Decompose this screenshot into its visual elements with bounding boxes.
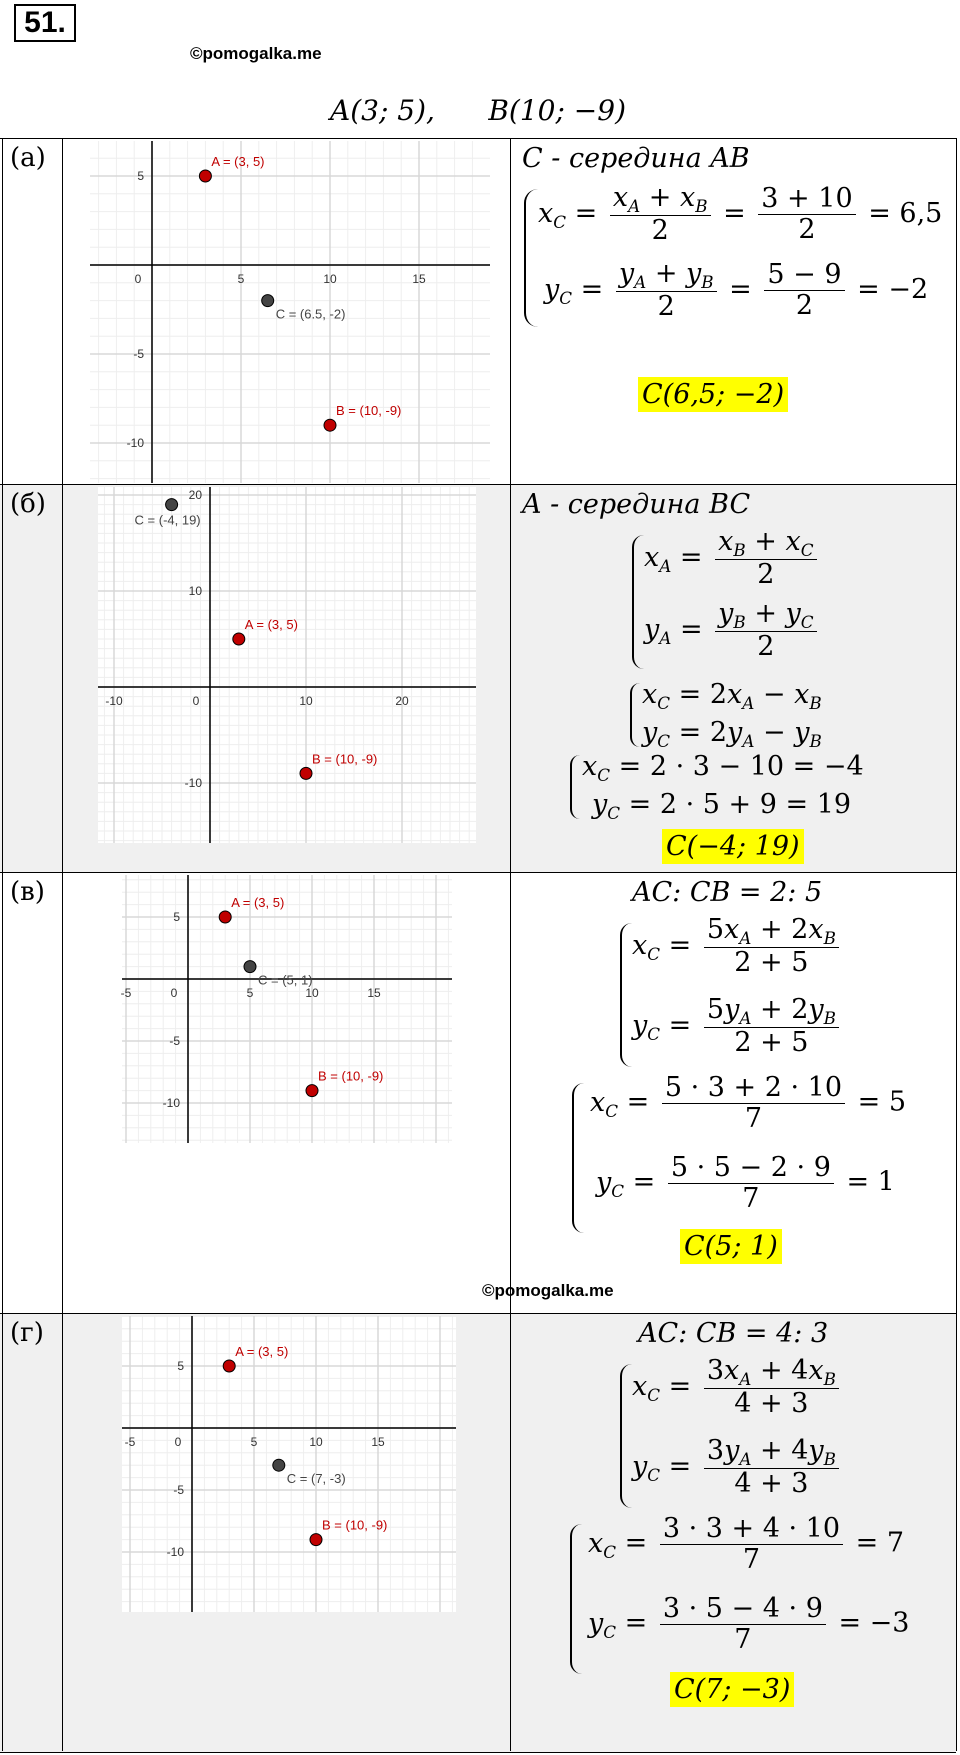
coordinate-graph-d (122, 1316, 456, 1612)
point-label-c: C = (7, -3) (286, 1471, 346, 1487)
point-label-c: C = (6.5, -2) (275, 306, 346, 322)
formula-xc: $x_C$ = $\frac{5x_A + 2x_B}{2 + 5}$ (632, 915, 843, 978)
point-a (199, 170, 211, 182)
y-tick-label: -10 (126, 436, 144, 450)
point-b (310, 1534, 322, 1546)
table-border-right (956, 138, 957, 1751)
point-label-b: B = (10, -9) (318, 1068, 384, 1084)
system-brace (620, 923, 632, 1067)
problem-number: 51. (14, 4, 76, 42)
point-c (244, 961, 256, 973)
point-c (273, 1459, 285, 1471)
formula-xc: $x_C$ = $\frac{3x_A + 4x_B}{4 + 3}$ (632, 1356, 843, 1419)
x-tick-label: 5 (246, 986, 254, 1000)
point-label-b: B = (10, -9) (322, 1517, 388, 1533)
point-label-a: A = (3, 5) (231, 895, 285, 910)
solution-title: C - середина AB (522, 143, 750, 174)
x-tick-label: 0 (134, 272, 142, 286)
calc-yc: $y_C = 2 \cdot 5 + 9 = 19$ (592, 789, 852, 823)
x-tick-label: 10 (299, 694, 313, 708)
formula-xc: $x_C$ = $\frac{x_A + x_B}{2}$ = $\frac{3 + 10}{2}$ = 6,5 (538, 182, 943, 247)
formula-xc: $x_C = 2x_A - x_B$ (642, 679, 822, 713)
point-label-c: C = (5, 1) (258, 972, 313, 988)
formula-yc: $y_C$ = $\frac{5y_A + 2y_B}{2 + 5}$ (632, 995, 843, 1058)
y-tick-label: 5 (137, 169, 144, 183)
y-tick-label: -5 (173, 1483, 184, 1497)
y-tick-label: -10 (184, 776, 202, 790)
system-brace (524, 189, 538, 327)
system-brace (632, 535, 644, 669)
x-tick-label: 15 (367, 986, 381, 1000)
y-tick-label: 5 (173, 910, 180, 924)
x-tick-label: 15 (371, 1435, 385, 1449)
system-brace (630, 683, 640, 747)
row-label: (г) (10, 1318, 44, 1348)
table-row-d (0, 1313, 956, 1753)
answer-b: C(−4; 19) (662, 831, 804, 862)
point-a (233, 633, 245, 645)
system-brace (572, 1083, 584, 1233)
y-tick-label: 5 (177, 1359, 184, 1373)
point-b (306, 1085, 318, 1097)
y-tick-label: -5 (169, 1034, 180, 1048)
point-label-b: B = (10, -9) (312, 751, 378, 767)
formula-ya: $y_A$ = $\frac{y_B + y_C}{2}$ (644, 599, 821, 662)
x-tick-label: 5 (250, 1435, 258, 1449)
answer-a: C(6,5; −2) (638, 379, 788, 410)
x-tick-label: -5 (124, 1435, 136, 1449)
table-row-a (0, 138, 956, 485)
x-tick-label: -10 (105, 694, 123, 708)
watermark-top: ©pomogalka.me (190, 44, 322, 63)
solution-title: A - середина BC (522, 489, 751, 520)
given-points: A(3; 5), B(10; −9) (330, 94, 626, 127)
coordinate-graph-c (122, 875, 452, 1143)
solution-title: AC: CB = 4: 3 (638, 1318, 829, 1349)
calc-xc: $x_C$ = $\frac{5 \cdot 3 + 2 \cdot 10}{7}$ = 5 (590, 1072, 906, 1134)
row-label: (в) (10, 877, 45, 907)
calc-xc: $x_C$ = $\frac{3 \cdot 3 + 4 \cdot 10}{7}$ = 7 (588, 1513, 904, 1575)
row-label: (а) (10, 143, 46, 173)
y-tick-label: 20 (188, 488, 202, 502)
solution-c (510, 873, 956, 1314)
point-label-b: B = (10, -9) (336, 403, 402, 419)
formula-yc: $y_C$ = $\frac{y_A + y_B}{2}$ = $\frac{5 - 9}{2}$ = −2 (544, 258, 929, 323)
y-tick-label: 10 (188, 584, 202, 598)
y-tick-label: -10 (166, 1545, 184, 1559)
answer-c: C(5; 1) (680, 1231, 782, 1262)
watermark-bottom: ©pomogalka.me (482, 1281, 614, 1300)
x-tick-label: 0 (174, 1435, 182, 1449)
point-b (300, 767, 312, 779)
x-tick-label: 10 (323, 272, 337, 286)
point-label-a: A = (3, 5) (211, 154, 265, 169)
solution-title: AC: CB = 2: 5 (632, 877, 823, 908)
x-tick-label: 10 (309, 1435, 323, 1449)
x-tick-label: 10 (305, 986, 319, 1000)
point-label-a: A = (3, 5) (244, 617, 298, 632)
answer-d: C(7; −3) (670, 1674, 794, 1705)
point-c (166, 499, 178, 511)
point-a (223, 1360, 235, 1372)
calc-yc: $y_C$ = $\frac{3 \cdot 5 - 4 \cdot 9}{7}$ = −3 (588, 1593, 910, 1655)
table-row-b (0, 484, 956, 873)
solution-a (510, 139, 956, 485)
solution-d (510, 1314, 956, 1752)
coordinate-graph-a (90, 141, 490, 483)
point-c (262, 295, 274, 307)
y-tick-label: -10 (162, 1096, 180, 1110)
x-tick-label: 15 (412, 272, 426, 286)
point-label-a: A = (3, 5) (235, 1344, 289, 1359)
graph-background (122, 1316, 456, 1612)
point-label-c: C = (-4, 19) (134, 512, 201, 528)
table-row-c (0, 872, 956, 1314)
point-a (219, 911, 231, 923)
calc-yc: $y_C$ = $\frac{5 \cdot 5 - 2 \cdot 9}{7}$ = 1 (596, 1152, 895, 1214)
table-border-left (2, 138, 3, 1751)
x-tick-label: 0 (192, 694, 200, 708)
formula-xa: $x_A$ = $\frac{x_B + x_C}{2}$ (644, 527, 821, 590)
row-label: (б) (10, 489, 46, 519)
formula-yc: $y_C$ = $\frac{3y_A + 4y_B}{4 + 3}$ (632, 1436, 843, 1499)
formula-yc: $y_C = 2y_A - y_B$ (642, 717, 822, 751)
point-b (324, 419, 336, 431)
table-divider-label (62, 138, 63, 1751)
x-tick-label: 5 (237, 272, 245, 286)
x-tick-label: 0 (170, 986, 178, 1000)
system-brace (570, 1524, 582, 1674)
solution-b (510, 485, 956, 873)
table-divider-solution (510, 138, 511, 1751)
coordinate-graph-b (98, 487, 476, 843)
system-brace (620, 1364, 632, 1508)
x-tick-label: -5 (120, 986, 132, 1000)
calc-xc: $x_C = 2 \cdot 3 - 10 = -4$ (582, 751, 864, 785)
x-tick-label: 20 (395, 694, 409, 708)
system-brace (570, 755, 580, 819)
y-tick-label: -5 (133, 347, 144, 361)
